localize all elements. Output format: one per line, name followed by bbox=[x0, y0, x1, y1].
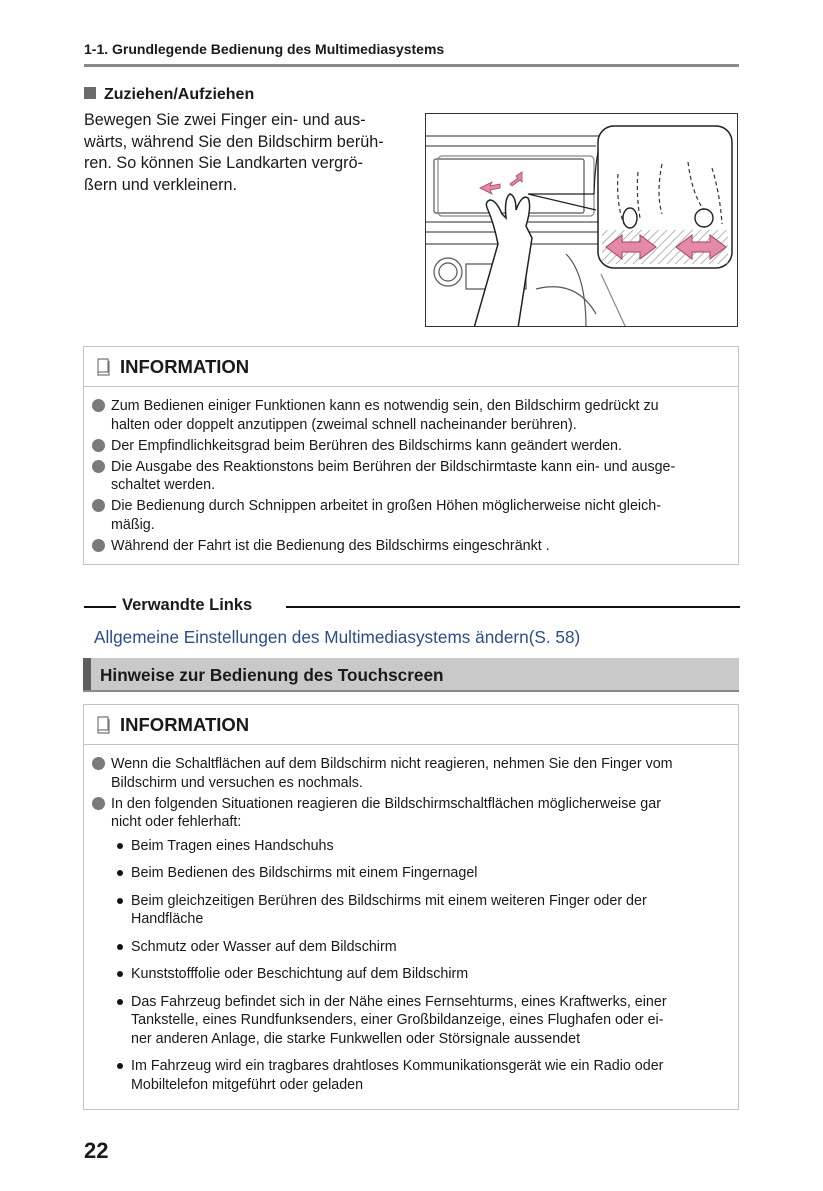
body-line: ren. So können Sie Landkarten vergrö- bbox=[84, 154, 363, 172]
body-line: Bewegen Sie zwei Finger ein- und aus- bbox=[84, 111, 366, 129]
heading-accent bbox=[83, 658, 91, 690]
item-line: Die Ausgabe des Reaktionstons beim Berühren der Bildschirmtaste kann ein- und ausge- bbox=[111, 458, 676, 475]
item-line: halten oder doppelt anzutippen (zweimal schnell nacheinander berühren). bbox=[111, 416, 577, 433]
bullet-icon bbox=[117, 870, 123, 876]
item-line: Mobiltelefon mitgeführt oder geladen bbox=[131, 1076, 364, 1093]
body-line: wärts, während Sie den Bildschirm berüh- bbox=[84, 132, 384, 151]
item-line: Handfläche bbox=[131, 911, 204, 927]
bullet-dot-icon bbox=[92, 539, 105, 552]
information-title-text: INFORMATION bbox=[120, 355, 250, 377]
bullet-dot-icon bbox=[92, 460, 105, 473]
bullet-dot-icon bbox=[92, 439, 105, 452]
information-box bbox=[83, 346, 739, 565]
sub-list-item bbox=[111, 892, 730, 929]
list-item bbox=[92, 397, 730, 434]
book-icon bbox=[96, 716, 112, 734]
bullet-dot-icon bbox=[92, 797, 105, 810]
section-heading-text: Zuziehen/Aufziehen bbox=[104, 86, 255, 103]
bullet-dot-icon bbox=[92, 757, 105, 770]
list-item bbox=[92, 755, 730, 792]
bullet-icon bbox=[117, 971, 123, 977]
list-item bbox=[92, 537, 730, 556]
header-divider bbox=[84, 64, 739, 67]
information-list bbox=[84, 745, 738, 1109]
sub-list-item bbox=[111, 965, 730, 984]
item-line: Wenn die Schaltflächen auf dem Bildschirm nicht reagieren, nehmen Sie den Finger vom bbox=[111, 756, 673, 772]
item-line: Die Bedienung durch Schnippen arbeitet in großen Höhen möglicherweise nicht gleich- bbox=[111, 498, 661, 514]
bullet-icon bbox=[117, 1063, 123, 1069]
item-line: Beim Tragen eines Handschuhs bbox=[131, 837, 334, 854]
item-line: Schmutz oder Wasser auf dem Bildschirm bbox=[131, 938, 397, 955]
item-line: Das Fahrzeug befindet sich in der Nähe eines Fernsehturms, eines Kraftwerks, einer bbox=[131, 993, 667, 1010]
item-line: Bildschirm und versuchen es nochmals. bbox=[111, 774, 363, 791]
item-line: In den folgenden Situationen reagieren die Bildschirmschaltflächen möglicherweise gar bbox=[111, 795, 661, 812]
item-line: Beim gleichzeitigen Berühren des Bildschirms mit einem weiteren Finger oder der bbox=[131, 892, 647, 909]
item-line: Im Fahrzeug wird ein tragbares drahtloses Kommunikationsgerät wie ein Radio oder bbox=[131, 1058, 664, 1074]
subsection-heading bbox=[83, 658, 739, 692]
heading-rule bbox=[286, 606, 740, 608]
information-title bbox=[84, 705, 738, 745]
related-link[interactable]: Allgemeine Einstellungen des Multimediasystems ändern(S. 58) bbox=[94, 627, 581, 647]
pinch-zoom-illustration bbox=[425, 113, 738, 327]
body-line: ßern und verkleinern. bbox=[84, 175, 237, 194]
sub-list-item bbox=[111, 993, 730, 1049]
information-title-text: INFORMATION bbox=[120, 713, 250, 735]
sub-list-item bbox=[111, 837, 730, 856]
sub-list-item bbox=[111, 1057, 730, 1094]
information-box bbox=[83, 704, 739, 1110]
item-line: nicht oder fehlerhaft: bbox=[111, 814, 242, 830]
related-links-heading bbox=[84, 596, 740, 616]
bullet-icon bbox=[117, 843, 123, 849]
list-item bbox=[92, 458, 730, 495]
item-line: mäßig. bbox=[111, 516, 155, 533]
sub-list-item bbox=[111, 938, 730, 957]
item-line: Tankstelle, eines Rundfunksenders, einer Großbildanzeige, eines Flughafen oder ei- bbox=[131, 1012, 664, 1028]
item-line: Zum Bedienen einiger Funktionen kann es notwendig sein, den Bildschirm gedrückt zu bbox=[111, 398, 659, 414]
list-item bbox=[92, 437, 730, 456]
item-line: Beim Bedienen des Bildschirms mit einem Fingernagel bbox=[131, 865, 478, 881]
bullet-dot-icon bbox=[92, 499, 105, 512]
list-item bbox=[92, 497, 730, 534]
list-item bbox=[92, 795, 730, 1095]
situation-list bbox=[111, 837, 730, 1095]
bullet-icon bbox=[117, 999, 123, 1005]
sub-list-item bbox=[111, 864, 730, 883]
heading-rule bbox=[84, 606, 116, 608]
related-links-title: Verwandte Links bbox=[122, 596, 253, 614]
square-bullet-icon bbox=[84, 87, 96, 99]
item-line: ner anderen Anlage, die starke Funkwellen oder Störsignale aussendet bbox=[131, 1030, 581, 1047]
page-header: 1-1. Grundlegende Bedienung des Multimediasystems bbox=[84, 41, 445, 57]
page-number: 22 bbox=[84, 1138, 109, 1163]
information-list bbox=[84, 387, 738, 564]
pinch-gesture-drawing bbox=[426, 114, 738, 327]
item-line: Während der Fahrt ist die Bedienung des Bildschirms eingeschränkt . bbox=[111, 537, 550, 554]
information-title bbox=[84, 347, 738, 387]
bullet-icon bbox=[117, 898, 123, 904]
subsection-heading-text: Hinweise zur Bedienung des Touchscreen bbox=[100, 665, 444, 685]
book-icon bbox=[96, 358, 112, 376]
item-line: Kunststofffolie oder Beschichtung auf dem Bildschirm bbox=[131, 966, 469, 982]
bullet-icon bbox=[117, 944, 123, 950]
bullet-dot-icon bbox=[92, 399, 105, 412]
item-line: schaltet werden. bbox=[111, 477, 216, 493]
item-line: Der Empfindlichkeitsgrad beim Berühren des Bildschirms kann geändert werden. bbox=[111, 437, 622, 454]
section-heading bbox=[84, 86, 254, 104]
section-body bbox=[84, 110, 404, 196]
